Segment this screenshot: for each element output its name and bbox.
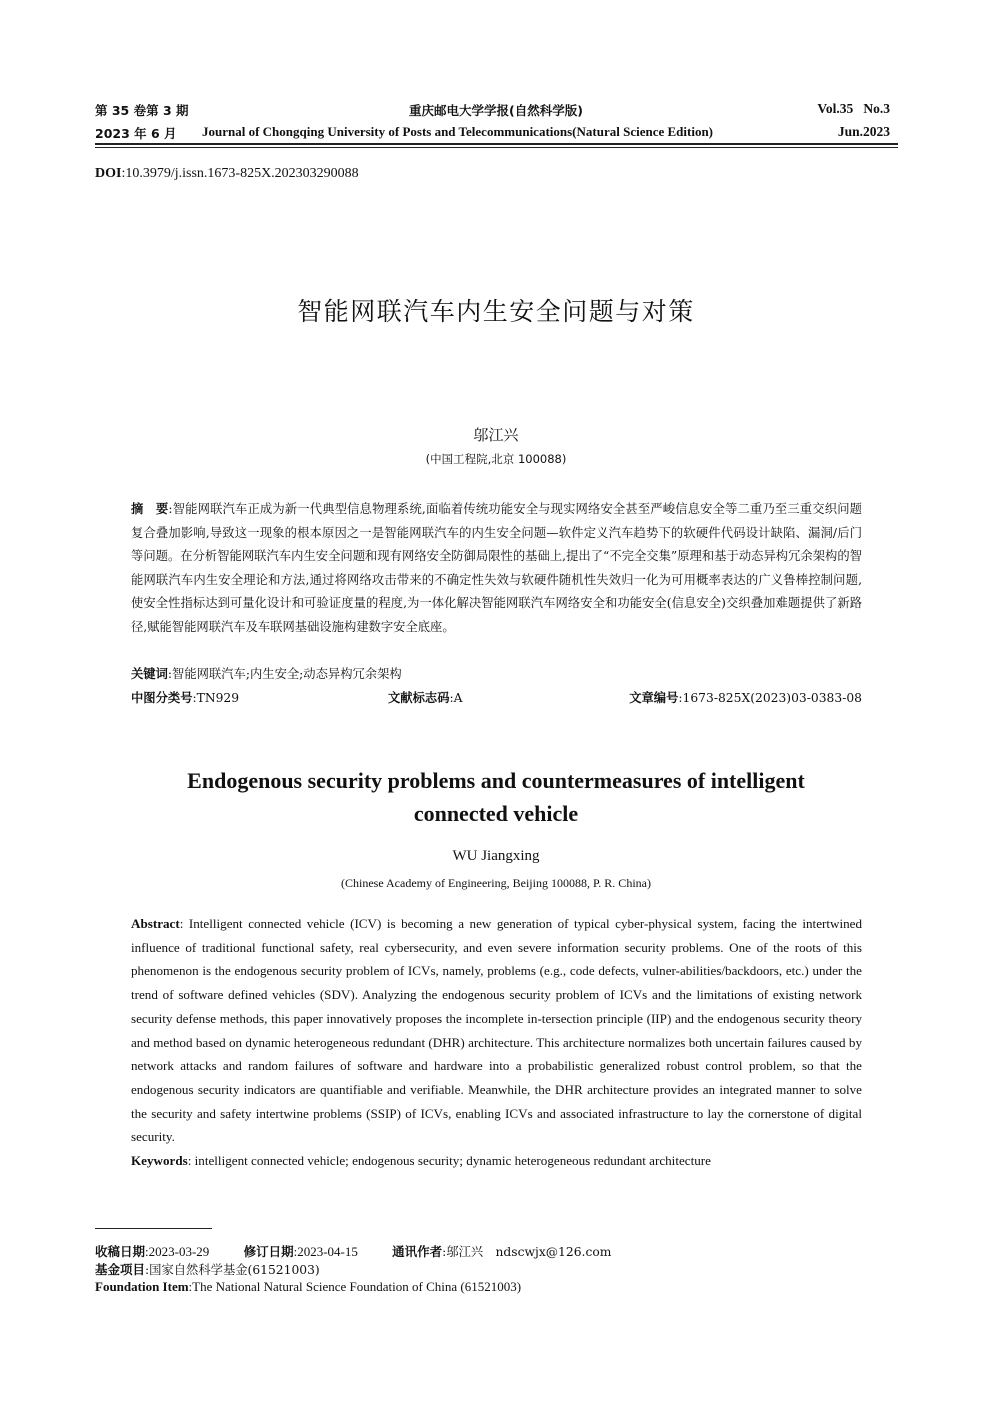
foundation-label: Foundation Item (95, 1279, 189, 1294)
footnote-foundation (95, 1279, 521, 1295)
header-volume-en: Vol.35 No.3 (817, 101, 890, 116)
header-journal-cn: 重庆邮电大学学报(自然科学版) (409, 103, 583, 118)
article-label: 文章编号 (629, 691, 679, 705)
abstract-cn (131, 498, 862, 640)
fund-value: :国家自然科学基金(61521003) (145, 1263, 320, 1277)
keywords-cn-text: :智能网联汽车;内生安全;动态异构冗余架构 (167, 667, 402, 681)
revised-value: :2023-04-15 (293, 1244, 358, 1259)
title-en-line2: connected vehicle (413, 801, 579, 826)
abstract-cn-text: :智能网联汽车正成为新一代典型信息物理系统,面临着传统功能安全与现实网络安全甚至严峻信息安全等二重乃至三重交织问题复合叠加影响,导致这一现象的根本原因之一是智能网联汽车的内生安全问题—软件定义汽车趋势下的软硬件代码设计缺陷、漏洞/后门等问题。在分析智能网联汽车内生安全问题和现有网络安全防御局限性的基础上,提出了“不完全交集”原理和基于动态异构冗余架构的智能网联汽车内生安全理论和方法,通过将网络攻击带来的不确定性失效与软硬件随机性失效归一化为可用概率表达的广义鲁棒控制问题,使安全性指标达到可量化设计和可验证度量的程度,为一体化解决智能网联汽车网络安全和功能安全(信息安全)交织叠加难题提供了新路径,赋能智能网联汽车及车联网基础设施构建数字安全底座。 (131, 502, 862, 634)
foundation-value: :The National Natural Science Foundation of China (61521003) (188, 1279, 522, 1294)
article-number (629, 688, 862, 706)
footnote-fund (95, 1260, 320, 1278)
abstract-cn-label: 摘 要 (131, 502, 169, 516)
keywords-en-text: : intelligent connected vehicle; endogenous security; dynamic heterogeneous redundant architecture (187, 1153, 711, 1169)
clc-number (131, 688, 239, 706)
received-label: 收稿日期 (95, 1244, 146, 1259)
keywords-cn (131, 664, 402, 682)
abstract-en-label: Abstract (131, 916, 180, 931)
header-rule-bottom (95, 147, 898, 148)
footnote-dates (95, 1242, 611, 1260)
author-en: WU Jiangxing (452, 848, 540, 864)
title-en-line1: Endogenous security problems and countermeasures of intelligent (187, 768, 805, 793)
doi-label: DOI (95, 166, 122, 181)
header-volume-cn: 第 35 卷第 3 期 (95, 103, 189, 118)
title-cn: 智能网联汽车内生安全问题与对策 (297, 297, 695, 326)
header-date-cn: 2023 年 6 月 (95, 126, 177, 141)
affiliation-cn: (中国工程院,北京 100088) (425, 452, 567, 466)
corresponding-author-label: 通讯作者 (392, 1244, 443, 1259)
revised-label: 修订日期 (243, 1244, 294, 1259)
doc-label: 文献标志码 (388, 691, 450, 705)
doi-value: :10.3979/j.issn.1673-825X.202303290088 (121, 166, 359, 181)
clc-value: :TN929 (192, 691, 240, 705)
doi (95, 166, 359, 182)
abstract-en-text: : Intelligent connected vehicle (ICV) is becoming a new generation of typical cyber-physical system, facing the intertwined influence of traditional functional safety, real cybersecurity, and even severe information security problems. One of the roots of this phenomenon is the endogenous security problem of ICVs, namely, problems (e.g., code defects, vulner-abilities/backdoors, etc.) under the trend of software defined vehicles (SDV). Analyzing the endogenous security problem of ICVs and the limitations of existing network security defense methods, this paper innovatively proposes the incomplete in-tersection principle (IIP) and the endogenous security theory and method based on dynamic heterogeneous redundant (DHR) architecture. This architecture normalizes both uncertain failures caused by network attacks and random failures of software and hardware into a probabilistic generalized robust control problem, so that the endogenous security indicators are quantifiable and verifiable. Meanwhile, the DHR architecture provides an integrated manner to solve the security and safety intertwine problems (SSIP) of ICVs, enabling ICVs and associated infrastructure to lay the cornerstone of digital security. (131, 916, 862, 1145)
article-value: :1673-825X(2023)03-0383-08 (678, 691, 862, 705)
header-date-en: Jun.2023 (837, 124, 890, 139)
keywords-cn-label: 关键词 (131, 667, 168, 681)
clc-label: 中图分类号 (131, 691, 193, 705)
abstract-en (131, 912, 862, 1173)
keywords-en-label: Keywords (131, 1153, 188, 1169)
fund-label: 基金项目 (95, 1262, 146, 1277)
title-en (0, 764, 992, 830)
author-cn: 邬江兴 (473, 426, 519, 444)
header-rule-top (95, 143, 898, 145)
header-journal-en: Journal of Chongqing University of Posts and Telecommunications(Natural Science Edition) (202, 124, 714, 139)
affiliation-en: (Chinese Academy of Engineering, Beijing 100088, P. R. China) (341, 876, 651, 890)
corresponding-author-value: :邬江兴 ndscwjx@126.com (442, 1245, 612, 1259)
doc-value: :A (449, 691, 463, 705)
received-value: :2023-03-29 (145, 1244, 210, 1259)
footnote-rule (95, 1228, 212, 1229)
document-code (388, 688, 463, 706)
